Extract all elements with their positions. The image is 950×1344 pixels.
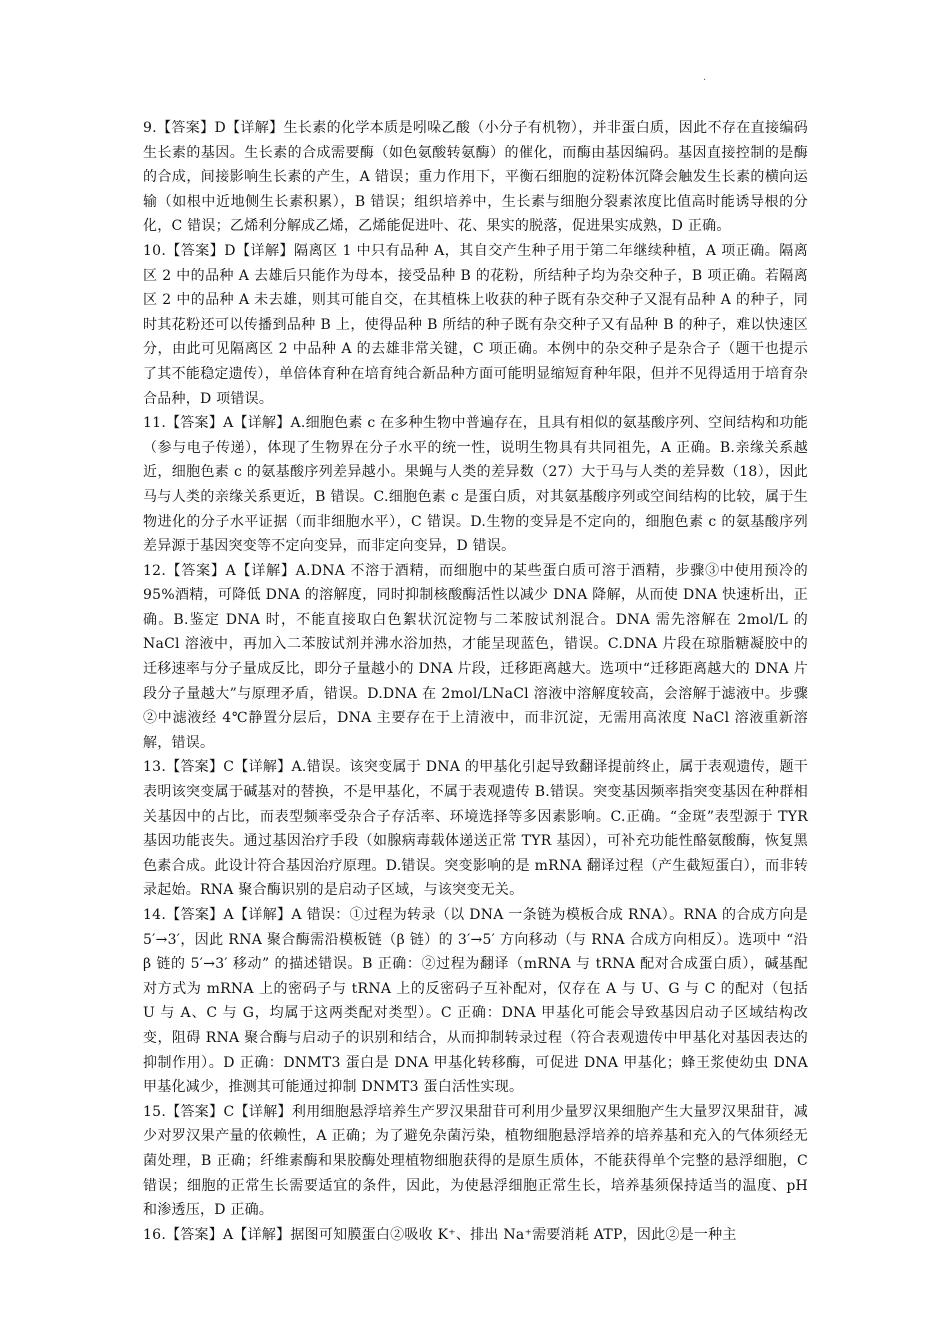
answer-13: 13.【答案】C【详解】A.错误。该突变属于 DNA 的甲基化引起导致翻译提前终止，属于表观遗传，题干表明该突变属于碱基对的替换，不是甲基化，不属于表观遗传 B.错误。突变基因频率指突变基因在种群相关基因中的占比，而表型频率受杂合子存活率、环境选择等多因素影响。C.正确。“金斑”表型源于 TYR 基因功能丧失。通过基因治疗手段（如腺病毒载体递送正常 TYR 基因），可补充功能性酪氨酸酶，恢复黑色素合成。此设计符合基因治疗原理。D.错误。突变影响的是 mRNA 翻译过程（产生截短蛋白），而非转录起始。RNA 聚合酶识别的是启动子区域，与该突变无关。	[143, 759, 808, 899]
answer-9: 9.【答案】D【详解】生长素的化学本质是吲哚乙酸（小分子有机物），并非蛋白质，因此不存在直接编码生长素的基因。生长素的合成需要酶（如色氨酸转氨酶）的催化，而酶由基因编码。基因直接控制的是酶的合成，间接影响生长素的产生，A 错误；重力作用下，平衡石细胞的淀粉体沉降会触发生长素的横向运输（如根中近地侧生长素积累），B 错误；组织培养中，生长素与细胞分裂素浓度比值高时能诱导根的分化，C 错误；乙烯利分解成乙烯，乙烯能促进叶、花、果实的脱落，促进果实成熟，D 正确。	[143, 120, 808, 235]
answer-14: 14.【答案】A【详解】A 错误：①过程为转录（以 DNA 一条链为模板合成 RNA）。RNA 的合成方向是 5′→3′，因此 RNA 聚合酶需沿模板链（β 链）的 3′→5′ 方向移动（与 RNA 合成方向相反）。选项中 “沿 β 链的 5′→3′ 移动” 的描述错误。B 正确：②过程为翻译（mRNA 与 tRNA 配对合成蛋白质），碱基配对方式为 mRNA 上的密码子与 tRNA 上的反密码子互补配对，仅存在 A 与 U、G 与 C 的配对（包括 U 与 A、C 与 G，均属于这两类配对类型）。C 正确：DNA 甲基化可能会导致基因启动子区域结构改变，阻碍 RNA 聚合酶与启动子的识别和结合，从而抑制转录过程（符合表观遗传中甲基化对基因表达的抑制作用）。D 正确：DNMT3 蛋白是 DNA 甲基化转移酶，可促进 DNA 甲基化；蜂王浆使幼虫 DNA 甲基化减少，推测其可能通过抑制 DNMT3 蛋白活性实现。	[143, 907, 808, 1096]
answer-12: 12.【答案】A【详解】A.DNA 不溶于酒精，而细胞中的某些蛋白质可溶于酒精，步骤③中使用预冷的 95%酒精，可降低 DNA 的溶解度，同时抑制核酸酶活性以减少 DNA 降解，从而使 DNA 快速析出，正确。B.鉴定 DNA 时，不能直接取白色絮状沉淀物与二苯胺试剂混合。DNA 需先溶解在 2mol/L 的 NaCl 溶液中，再加入二苯胺试剂并沸水浴加热，才能呈现蓝色，错误。C.DNA 片段在琼脂糖凝胶中的迁移速率与分子量成反比，即分子量越小的 DNA 片段，迁移距离越大。选项中“迁移距离越大的 DNA 片段分子量越大”与原理矛盾，错误。D.DNA 在 2mol/LNaCl 溶液中溶解度较高，会溶解于滤液中。步骤②中滤液经 4℃静置分层后，DNA 主要存在于上清液中，而非沉淀，无需用高浓度 NaCl 溶液重新溶解，错误。	[143, 562, 808, 751]
answer-explanations	[143, 116, 808, 1247]
answer-15: 15.【答案】C【详解】利用细胞悬浮培养生产罗汉果甜苷可利用少量罗汉果细胞产生大量罗汉果甜苷，减少对罗汉果产量的依赖性，A 正确；为了避免杂菌污染，植物细胞悬浮培养的培养基和充入的气体须经无菌处理，B 正确；纤维素酶和果胶酶处理植物细胞获得的是原生质体，不能获得单个完整的悬浮细胞，C 错误；细胞的正常生长需要适宜的条件，因此，为使悬浮细胞正常生长，培养基须保持适当的温度、pH 和渗透压，D 正确。	[143, 1103, 808, 1219]
answer-16: 16.【答案】A【详解】据图可知膜蛋白②吸收 K⁺、排出 Na⁺需要消耗 ATP，因此②是一种主	[143, 1226, 737, 1243]
answer-11: 11.【答案】A【详解】A.细胞色素 c 在多种生物中普遍存在，且具有相似的氨基酸序列、空间结构和功能（参与电子传递），体现了生物界在分子水平的统一性，说明生物具有共同祖先，A 正确。B.亲缘关系越近，细胞色素 c 的氨基酸序列差异越小。果蝇与人类的差异数（27）大于马与人类的差异数（18），因此马与人类的亲缘关系更近，B 错误。C.细胞色素 c 是蛋白质，对其氨基酸序列或空间结构的比较，属于生物进化的分子水平证据（而非细胞水平），C 错误。D.生物的变异是不定向的，细胞色素 c 的氨基酸序列差异源于基因突变等不定向变异，而非定向变异，D 错误。	[143, 415, 808, 555]
page-mark: .	[703, 72, 707, 83]
answer-10: 10.【答案】D【详解】隔离区 1 中只有品种 A，其自交产生种子用于第二年继续种植，A 项正确。隔离区 2 中的品种 A 去雄后只能作为母本，接受品种 B 的花粉，所结种子均为杂交种子，B 项正确。若隔离区 2 中的品种 A 未去雄，则其可能自交，在其植株上收获的种子既有杂交种子又混有品种 A 的种子，同时其花粉还可以传播到品种 B 上，使得品种 B 所结的种子既有杂交种子又有品种 B 的种子，难以快速区分，由此可见隔离区 2 中品种 A 的去雄非常关键，C 项正确。本例中的杂交种子是杂合子（题干也提示了其不能稳定遗传），单倍体育种在培育纯合新品种方面可能明显缩短育种年限，但并不见得适用于培育杂合品种，D 项错误。	[143, 242, 808, 407]
